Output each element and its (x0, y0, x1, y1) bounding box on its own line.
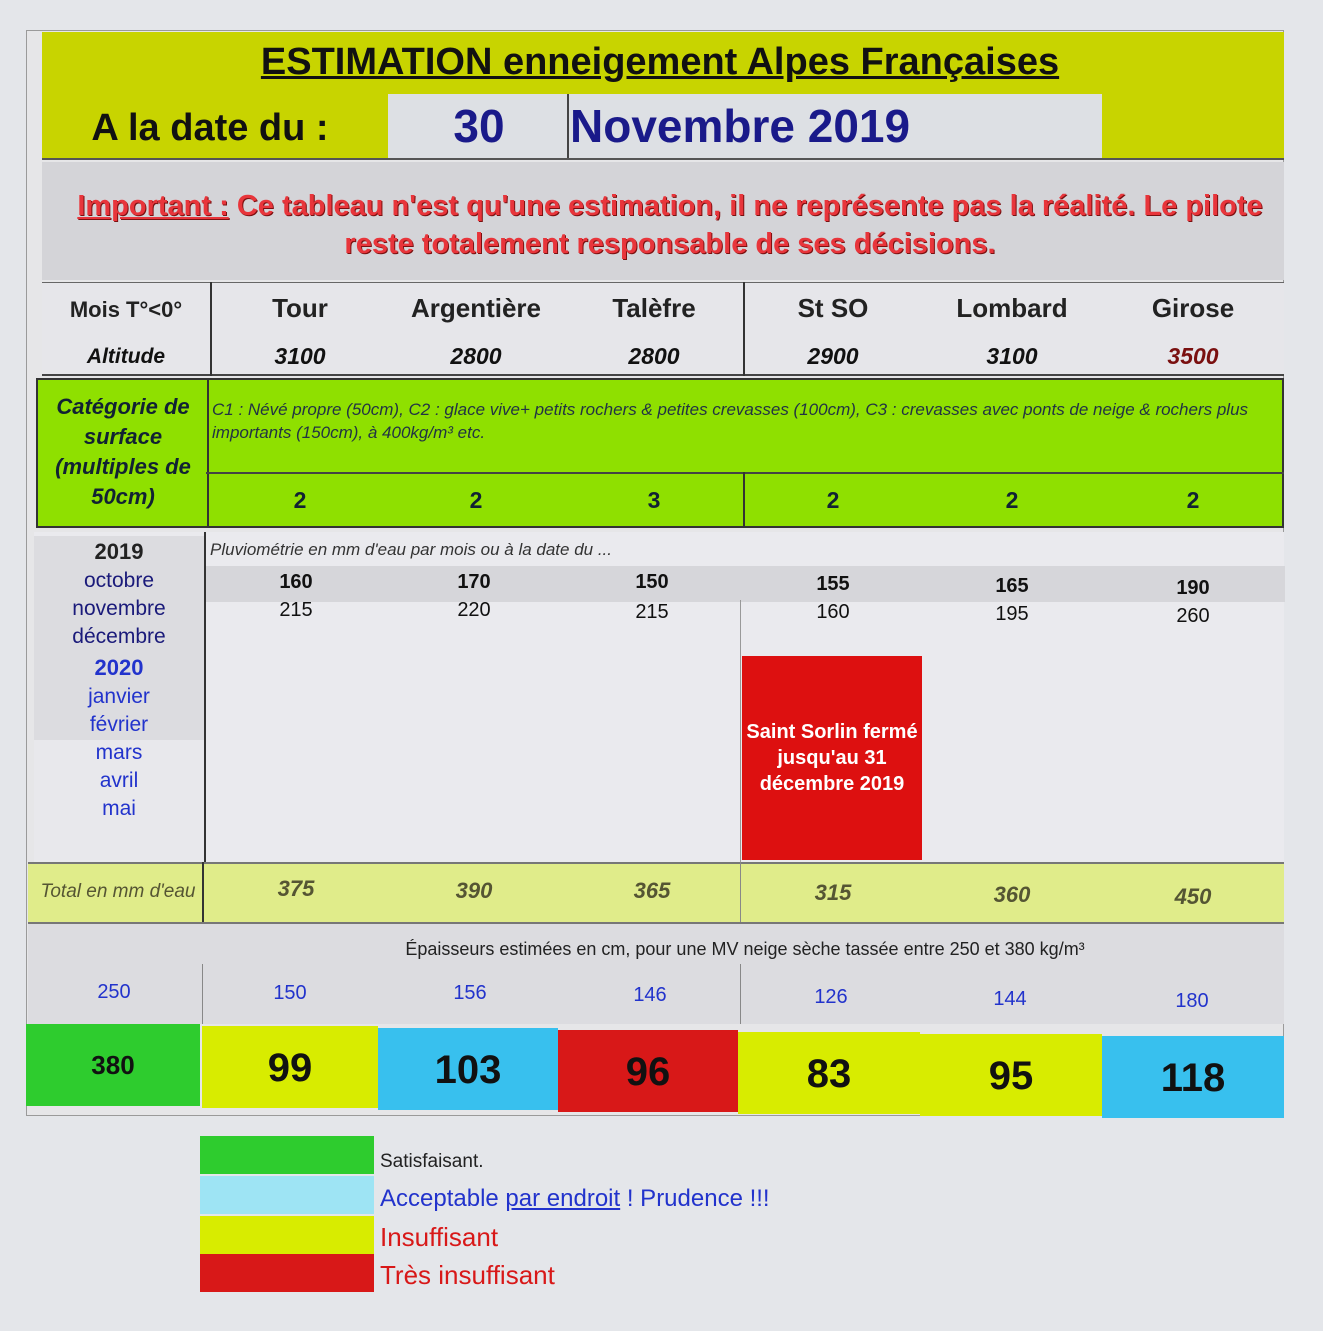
row-label-altitude: Altitude (86, 345, 166, 368)
totals-label: Total en mm d'eau (40, 881, 196, 902)
month-label: mars (95, 741, 143, 764)
column-divider (740, 862, 741, 922)
total-value: 375 (277, 876, 315, 901)
warning-lead: Important : (77, 190, 229, 222)
thickness-note: Épaisseurs estimées en cm, pour une MV neige sèche tassée entre 250 et 380 kg/m³ (405, 938, 1085, 959)
site-name: Tour (272, 292, 328, 323)
thickness-high: 118 (1160, 1055, 1226, 1100)
thickness-high: 83 (806, 1051, 852, 1096)
precip-novembre: 220 (457, 598, 491, 621)
category-value: 2 (293, 486, 307, 513)
legend-label-acceptable (380, 1180, 840, 1218)
precip-octobre: 160 (279, 570, 313, 593)
site-altitude: 2800 (450, 342, 502, 369)
month-label: octobre (83, 569, 155, 592)
legend-label-satisfaisant: Satisfaisant. (380, 1151, 484, 1172)
date-label: A la date du : (91, 106, 329, 149)
month-label: février (89, 713, 149, 736)
month-label: mai (102, 797, 136, 820)
thickness-high: 96 (625, 1049, 671, 1094)
legend-acceptable-c: ! Prudence !!! (626, 1185, 770, 1212)
row-label-months: Mois T°<0° (69, 297, 183, 322)
page-title: ESTIMATION enneigement Alpes Françaises (260, 40, 1060, 83)
month-label: janvier (88, 685, 150, 708)
column-divider (202, 862, 204, 922)
site-altitude: 3100 (986, 342, 1038, 369)
precip-octobre: 190 (1176, 576, 1210, 599)
date-separator (567, 94, 569, 158)
precipitation-note: Pluviométrie en mm d'eau par mois ou à la date du ... (210, 540, 613, 559)
year-label: 2019 (94, 539, 144, 564)
legend-swatch-satisfaisant (200, 1136, 374, 1174)
station-closed-notice: Saint Sorlin fermé jusqu'au 31 décembre 2019 (742, 656, 922, 860)
site-name: St SO (797, 292, 869, 323)
column-divider (740, 600, 741, 862)
total-value: 390 (455, 878, 493, 903)
low-density-label: 250 (97, 980, 131, 1003)
thickness-low: 180 (1175, 989, 1209, 1012)
legend-acceptable-a: Acceptable (380, 1185, 499, 1212)
precip-octobre: 165 (995, 574, 1029, 597)
precip-novembre: 195 (995, 602, 1029, 625)
site-name: Argentière (410, 292, 542, 323)
legend-swatch-acceptable (200, 1176, 374, 1214)
category-value: 2 (469, 486, 483, 513)
thickness-low: 146 (633, 983, 667, 1006)
total-value: 315 (814, 880, 852, 905)
precip-novembre: 215 (635, 600, 669, 623)
site-altitude: 3500 (1167, 342, 1219, 369)
category-label: Catégorie de surface (multiples de 50cm) (55, 394, 191, 509)
thickness-low: 126 (814, 985, 848, 1008)
date-month-year: Novembre 2019 (570, 100, 911, 152)
precip-novembre: 160 (816, 600, 850, 623)
total-value: 450 (1174, 884, 1212, 909)
site-altitude: 3100 (274, 342, 326, 369)
column-divider (740, 964, 741, 1024)
legend-acceptable-b: par endroit (505, 1185, 621, 1212)
warning-text (60, 180, 1280, 270)
total-value: 360 (993, 882, 1031, 907)
high-density-label: 380 (91, 1049, 135, 1080)
thickness-low: 150 (273, 981, 307, 1004)
date-day: 30 (453, 100, 505, 152)
precip-novembre: 215 (279, 598, 313, 621)
category-description: C1 : Névé propre (50cm), C2 : glace vive+ petits rochers & petites crevasses (100cm), C3 : crevasses avec ponts de neige & rochers plus importants (150cm), à 400kg/m³ etc. (212, 400, 1249, 442)
legend-swatch-tres-insuffisant (200, 1254, 374, 1292)
category-value: 2 (826, 486, 840, 513)
warning-body: Ce tableau n'est qu'une estimation, il ne représente pas la réalité. Le pilote reste totalement responsable de ses décisions. (236, 190, 1263, 260)
category-value: 2 (1186, 486, 1200, 513)
month-label: novembre (72, 597, 166, 620)
thickness-low: 156 (453, 981, 487, 1004)
thickness-high: 103 (434, 1047, 502, 1092)
category-value: 2 (1005, 486, 1019, 513)
month-label: décembre (72, 625, 166, 648)
legend-label-insuffisant: Insuffisant (380, 1221, 499, 1252)
precip-octobre: 155 (816, 572, 850, 595)
site-name: Girose (1151, 292, 1235, 323)
site-name: Talèfre (612, 292, 696, 323)
precip-octobre: 170 (457, 570, 491, 593)
site-altitude: 2900 (807, 342, 859, 369)
site-name: Lombard (956, 292, 1068, 323)
total-value: 365 (633, 878, 671, 903)
category-value: 3 (647, 486, 661, 513)
legend-swatch-insuffisant (200, 1216, 374, 1254)
thickness-low: 144 (993, 987, 1027, 1010)
precip-novembre: 260 (1176, 604, 1210, 627)
site-altitude: 2800 (628, 342, 680, 369)
thickness-high: 95 (988, 1053, 1034, 1098)
column-divider (202, 964, 203, 1024)
legend-label-tres-insuffisant: Très insuffisant (380, 1259, 555, 1290)
thickness-high: 99 (267, 1045, 313, 1090)
month-label: avril (99, 769, 139, 792)
precip-octobre: 150 (635, 570, 669, 593)
year-label: 2020 (94, 655, 144, 680)
